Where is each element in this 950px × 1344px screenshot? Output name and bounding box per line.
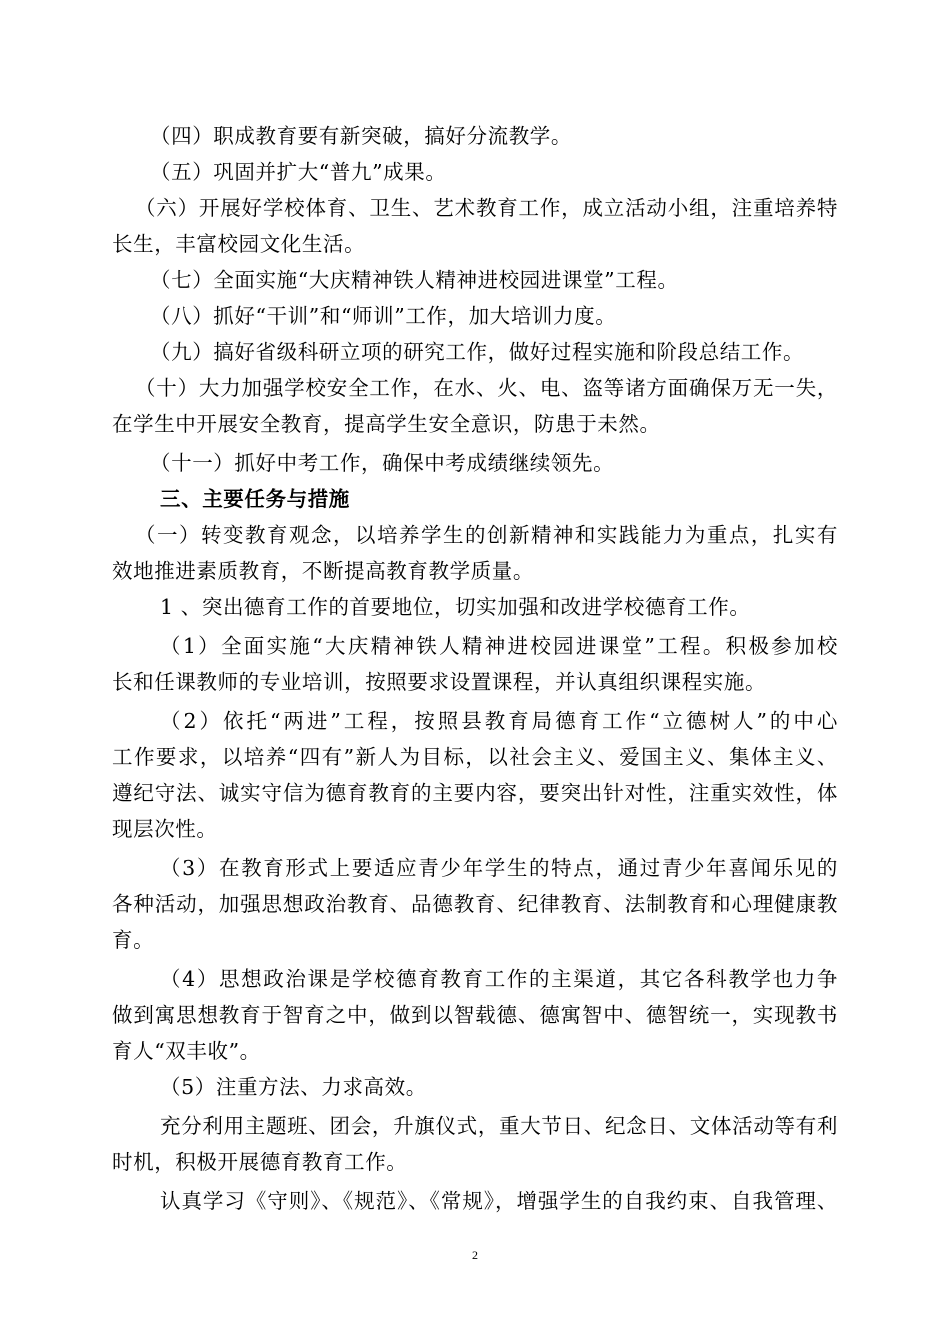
- text-line: 育。: [112, 928, 155, 952]
- text-line: （十）大力加强学校安全工作，在水、火、电、盗等诸方面确保万无一失，: [135, 376, 838, 400]
- text-line: 现层次性。: [112, 817, 218, 841]
- text-line: （七）全面实施“大庆精神铁人精神进校园进课堂”工程。: [150, 268, 679, 292]
- text-line: 认真学习《守则》、《规范》、《常规》，增强学生的自我约束、自我管理、: [160, 1189, 838, 1213]
- text-line: （十一）抓好中考工作，确保中考成绩继续领先。: [150, 451, 615, 475]
- text-line: （3）在教育形式上要适应青少年学生的特点，通过青少年喜闻乐见的: [160, 856, 838, 880]
- text-line: 长和任课教师的专业培训，按照要求设置课程，并认真组织课程实施。: [112, 670, 767, 694]
- text-line: （九）搞好省级科研立项的研究工作，做好过程实施和阶段总结工作。: [150, 340, 805, 364]
- text-line: （1）全面实施“大庆精神铁人精神进校园进课堂”工程。积极参加校: [160, 634, 838, 658]
- text-line: （四）职成教育要有新突破，搞好分流教学。: [150, 124, 572, 148]
- text-line: 各种活动，加强思想政治教育、品德教育、纪律教育、法制教育和心理健康教: [112, 892, 838, 916]
- text-line: 遵纪守法、诚实守信为德育教育的主要内容，要突出针对性，注重实效性，体: [112, 781, 838, 805]
- text-line: 做到寓思想教育于智育之中，做到以智载德、德寓智中、德智统一，实现教书: [112, 1003, 838, 1027]
- text-line: 1 、突出德育工作的首要地位，切实加强和改进学校德育工作。: [160, 595, 751, 619]
- text-line: （八）抓好“干训”和“师训”工作，加大培训力度。: [150, 304, 617, 328]
- text-line: （六）开展好学校体育、卫生、艺术教育工作，成立活动小组，注重培养特: [135, 196, 838, 220]
- text-line: 育人“双丰收”。: [112, 1039, 261, 1063]
- text-line: （五）巩固并扩大“普九”成果。: [150, 160, 447, 184]
- text-line: 充分利用主题班、团会，升旗仪式，重大节日、纪念日、文体活动等有利: [160, 1114, 838, 1138]
- section-heading: 三、主要任务与措施: [160, 487, 350, 511]
- text-line: 时机，积极开展德育教育工作。: [112, 1150, 408, 1174]
- text-line: 在学生中开展安全教育，提高学生安全意识，防患于未然。: [112, 412, 661, 436]
- text-line: 工作要求，以培养“四有”新人为目标，以社会主义、爱国主义、集体主义、: [112, 745, 838, 769]
- text-line: （5）注重方法、力求高效。: [160, 1075, 427, 1099]
- text-line: （2）依托“两进”工程，按照县教育局德育工作“立德树人”的中心: [160, 709, 838, 733]
- text-line: （4）思想政治课是学校德育教育工作的主渠道，其它各科教学也力争: [160, 967, 838, 991]
- text-line: （一）转变教育观念，以培养学生的创新精神和实践能力为重点，扎实有: [135, 523, 838, 547]
- text-line: 效地推进素质教育，不断提高教育教学质量。: [112, 559, 534, 583]
- text-line: 长生，丰富校园文化生活。: [112, 232, 366, 256]
- page-number: 2: [472, 1248, 478, 1262]
